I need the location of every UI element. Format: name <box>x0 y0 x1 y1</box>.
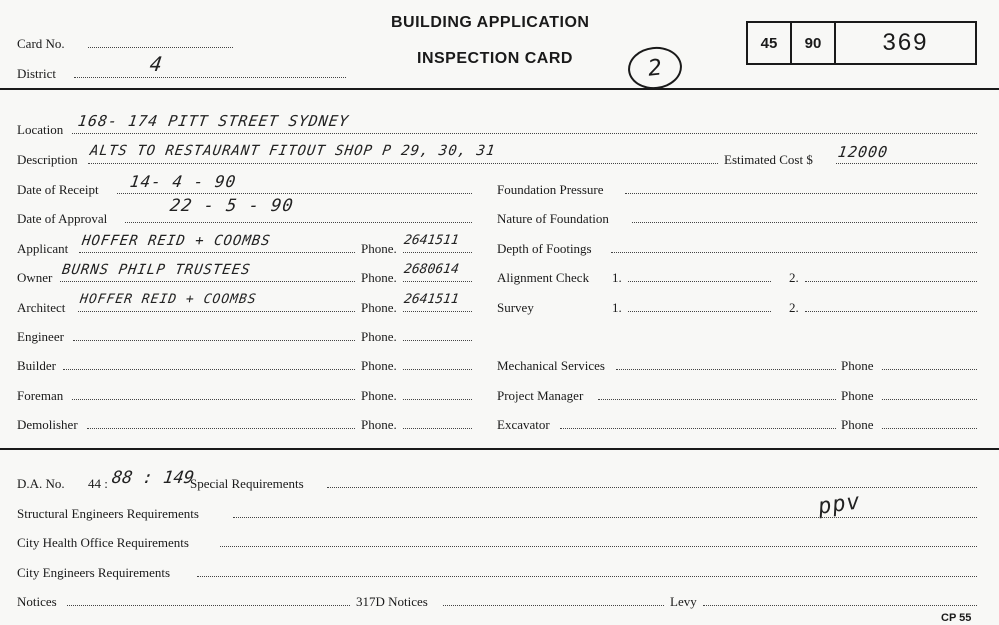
foreman-phone-line <box>403 399 472 400</box>
survey-label: Survey <box>497 300 534 315</box>
da-value: 88 : 149 <box>110 468 196 488</box>
builder-label: Builder <box>17 358 56 373</box>
alignment-num2: 2. <box>789 270 799 285</box>
da-label: D.A. No. <box>17 476 65 491</box>
alignment-line2 <box>805 281 977 282</box>
architect-line <box>78 311 355 312</box>
engineer-label: Engineer <box>17 329 64 344</box>
owner-phone-line <box>403 281 472 282</box>
date-receipt-value: 14- 4 - 90 <box>128 172 238 191</box>
da-prefix: 44 : <box>88 476 108 491</box>
structural-note: ppv <box>816 489 863 520</box>
mechanical-line <box>616 369 836 370</box>
box-c: 369 <box>882 29 929 56</box>
estimated-cost-line <box>836 163 977 164</box>
engineer-line <box>73 340 355 341</box>
engineer-phone-label: Phone. <box>361 329 397 344</box>
architect-phone-label: Phone. <box>361 300 397 315</box>
title-line1: BUILDING APPLICATION <box>391 14 590 31</box>
builder-phone-label: Phone. <box>361 358 397 373</box>
demolisher-phone-label: Phone. <box>361 417 397 432</box>
structural-req-label: Structural Engineers Requirements <box>17 506 199 521</box>
excavator-phone-label: Phone <box>841 417 874 432</box>
district-line <box>74 77 346 78</box>
alignment-check-label: Alignment Check <box>497 270 590 285</box>
demolisher-line <box>87 428 355 429</box>
levy-line <box>703 605 977 606</box>
depth-footings-line <box>611 252 977 253</box>
survey-num1: 1. <box>612 300 622 315</box>
excavator-phone-line <box>882 428 977 429</box>
applicant-phone-label: Phone. <box>361 241 397 256</box>
survey-line2 <box>805 311 977 312</box>
excavator-line <box>560 428 836 429</box>
survey-num2: 2. <box>789 300 799 315</box>
architect-phone: 2641511 <box>402 292 460 307</box>
district-label: District <box>17 66 56 81</box>
box-b: 90 <box>792 23 836 63</box>
builder-phone-line <box>403 369 472 370</box>
alignment-num1: 1. <box>612 270 622 285</box>
nature-foundation-line <box>632 222 977 223</box>
estimated-cost-label: Estimated Cost $ <box>724 152 813 167</box>
date-receipt-label: Date of Receipt <box>17 182 99 197</box>
description-value: ALTS TO RESTAURANT FITOUT SHOP P 29, 30, 31 <box>88 143 497 159</box>
demolisher-phone-line <box>403 428 472 429</box>
project-manager-phone-line <box>882 399 977 400</box>
alignment-line1 <box>628 281 771 282</box>
box-a: 45 <box>748 23 792 63</box>
foreman-phone-label: Phone. <box>361 388 397 403</box>
structural-req-line <box>233 517 977 518</box>
applicant-value: HOFFER REID + COOMBS <box>80 233 272 249</box>
levy-label: Levy <box>670 594 697 609</box>
location-line <box>72 133 977 134</box>
district-value: 4 <box>148 52 165 76</box>
mechanical-phone-label: Phone <box>841 358 874 373</box>
project-manager-label: Project Manager <box>497 388 584 403</box>
mechanical-phone-line <box>882 369 977 370</box>
architect-value: HOFFER REID + COOMBS <box>78 292 258 307</box>
survey-line1 <box>628 311 771 312</box>
builder-line <box>63 369 355 370</box>
title-line2: INSPECTION CARD <box>417 50 573 67</box>
date-approval-line <box>125 222 472 223</box>
special-req-label: Special Requirements <box>190 476 304 491</box>
owner-label: Owner <box>17 270 53 285</box>
notices-317d-label: 317D Notices <box>356 594 428 609</box>
project-manager-phone-label: Phone <box>841 388 874 403</box>
notices-label: Notices <box>17 594 57 609</box>
notices-317d-line <box>443 605 664 606</box>
city-eng-req-line <box>197 576 977 577</box>
architect-label: Architect <box>17 300 66 315</box>
nature-foundation-label: Nature of Foundation <box>497 211 609 226</box>
circled-mark: 2 <box>626 44 684 91</box>
project-manager-line <box>598 399 836 400</box>
description-line <box>88 163 718 164</box>
foundation-pressure-line <box>625 193 977 194</box>
date-receipt-line <box>117 193 472 194</box>
city-eng-req-label: City Engineers Requirements <box>17 565 171 580</box>
applicant-label: Applicant <box>17 241 69 256</box>
health-req-line <box>220 546 977 547</box>
applicant-line <box>79 252 355 253</box>
date-approval-value: 22 - 5 - 90 <box>168 196 295 216</box>
mechanical-label: Mechanical Services <box>497 358 605 373</box>
location-value: 168- 174 PITT STREET SYDNEY <box>76 112 351 130</box>
estimated-cost-value: 12000 <box>836 143 890 161</box>
owner-phone: 2680614 <box>402 262 460 277</box>
applicant-phone: 2641511 <box>402 233 460 248</box>
location-label: Location <box>17 122 64 137</box>
owner-line <box>60 281 355 282</box>
special-req-line <box>327 487 977 488</box>
foreman-label: Foreman <box>17 388 64 403</box>
excavator-label: Excavator <box>497 417 550 432</box>
card-no-label: Card No. <box>17 36 65 51</box>
description-label: Description <box>17 152 78 167</box>
header-rule <box>0 88 999 90</box>
form-code: CP 55 <box>941 612 972 624</box>
owner-phone-label: Phone. <box>361 270 397 285</box>
card-number-boxes <box>746 21 977 65</box>
notices-line <box>67 605 350 606</box>
engineer-phone-line <box>403 340 472 341</box>
applicant-phone-line <box>403 252 472 253</box>
demolisher-label: Demolisher <box>17 417 78 432</box>
foreman-line <box>72 399 355 400</box>
depth-footings-label: Depth of Footings <box>497 241 592 256</box>
card-no-line <box>88 47 233 48</box>
owner-value: BURNS PHILP TRUSTEES <box>60 262 252 278</box>
architect-phone-line <box>403 311 472 312</box>
date-approval-label: Date of Approval <box>17 211 108 226</box>
middle-rule <box>0 448 999 450</box>
foundation-pressure-label: Foundation Pressure <box>497 182 604 197</box>
health-req-label: City Health Office Requirements <box>17 535 189 550</box>
